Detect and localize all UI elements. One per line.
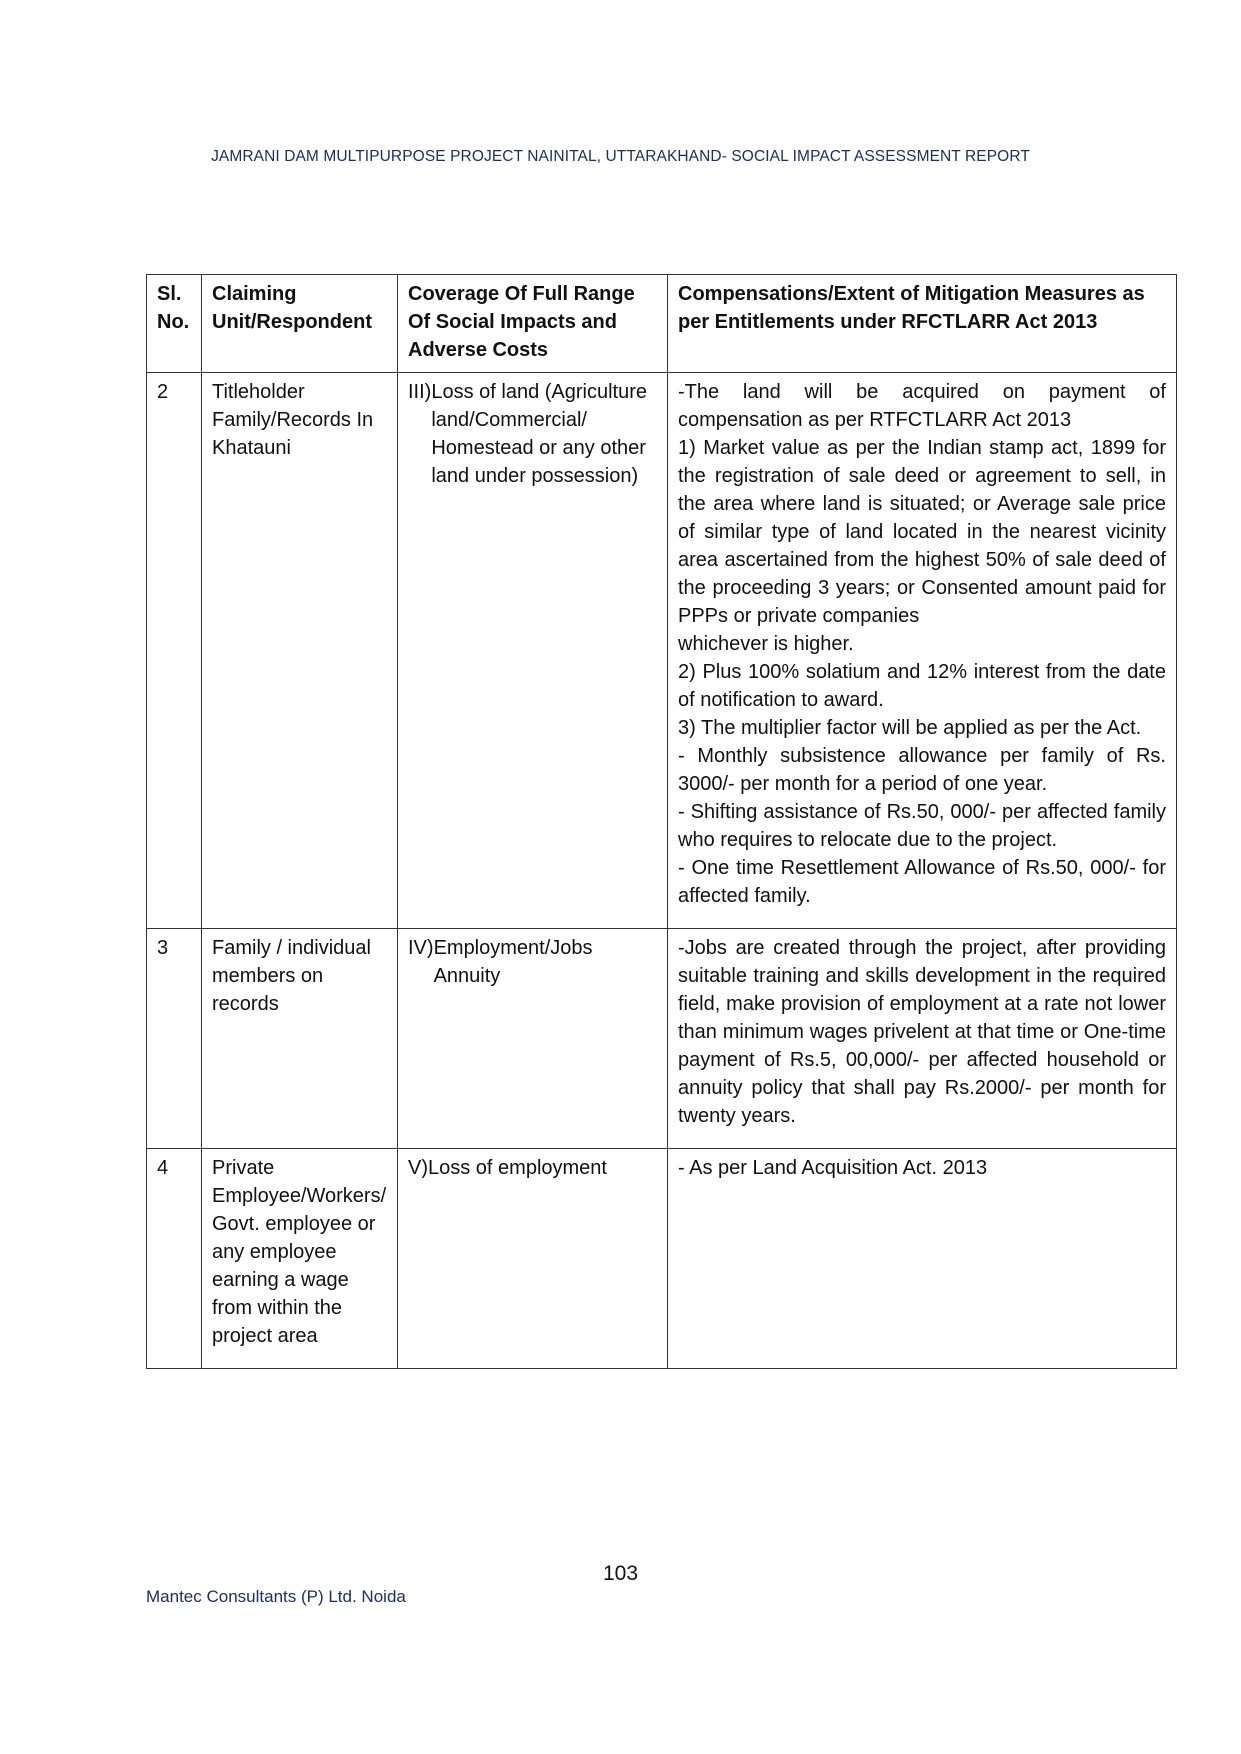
column-header-sl-no: Sl. No. [147, 275, 202, 373]
column-header-coverage: Coverage Of Full Range Of Social Impacts and Adverse Costs [398, 275, 668, 373]
compensation-cell [668, 929, 1177, 1149]
impact-numeral: V) [408, 1157, 428, 1179]
claiming-unit-cell: Private Employee/Workers/ Govt. employee or any employee earning a wage from within the project area [202, 1149, 398, 1369]
running-header: JAMRANI DAM MULTIPURPOSE PROJECT NAINITAL, UTTARAKHAND- SOCIAL IMPACT ASSESSMENT REPORT [211, 148, 1030, 165]
table-row [147, 929, 1177, 1149]
compensation-line: 1) Market value as per the Indian stamp act, 1899 for the registration of sale deed or agreement to sell, in the area where land is situated; or Average sale price of similar type of land located in the nearest vicinity area ascertained from the highest 50% of sale deed of the proceeding 3 years; or Consented amount paid for PPPs or private companies [678, 437, 1166, 627]
column-header-claiming-unit: Claiming Unit/Respondent [202, 275, 398, 373]
impact-numeral: IV) [408, 937, 434, 959]
coverage-cell [398, 929, 668, 1149]
column-header-compensations: Compensations/Extent of Mitigation Measures as per Entitlements under RFCTLARR Act 2013 [668, 275, 1177, 373]
compensation-line: - As per Land Acquisition Act. 2013 [678, 1157, 988, 1179]
compensation-line: whichever is higher. [678, 633, 854, 655]
compensation-line: - Monthly subsistence allowance per family of Rs. 3000/- per month for a period of one year. [678, 745, 1166, 795]
sl-no-cell: 3 [147, 929, 202, 1149]
page-number: 103 [602, 1562, 639, 1585]
compensation-line: 3) The multiplier factor will be applied as per the Act. [678, 717, 1142, 739]
compensation-line: - Shifting assistance of Rs.50, 000/- per affected family who requires to relocate due to the project. [678, 801, 1166, 851]
claiming-unit-cell: Family / individual members on records [202, 929, 398, 1149]
footer-company: Mantec Consultants (P) Ltd. Noida [146, 1587, 406, 1606]
coverage-cell [398, 373, 668, 929]
impact-text: Loss of employment [428, 1157, 607, 1179]
table-row [147, 373, 1177, 929]
table-row [147, 1149, 1177, 1369]
sl-no-cell: 2 [147, 373, 202, 929]
impact-text: Employment/Jobs Annuity [433, 937, 593, 987]
compensation-line: -The land will be acquired on payment of compensation as per RTFCTLARR Act 2013 [678, 381, 1166, 431]
table-header-row [147, 275, 1177, 373]
compensation-cell [668, 373, 1177, 929]
entitlements-table [146, 274, 1177, 1369]
impact-numeral: III) [408, 381, 432, 403]
compensation-line: 2) Plus 100% solatium and 12% interest from the date of notification to award. [678, 661, 1166, 711]
compensation-cell [668, 1149, 1177, 1369]
impact-text: Loss of land (Agriculture land/Commercial/ Homestead or any other land under possession) [431, 381, 648, 487]
claiming-unit-cell: Titleholder Family/Records In Khatauni [202, 373, 398, 929]
sl-no-cell: 4 [147, 1149, 202, 1369]
compensation-line: - One time Resettlement Allowance of Rs.50, 000/- for affected family. [678, 857, 1166, 907]
compensation-line: -Jobs are created through the project, after providing suitable training and skills development in the required field, make provision of employment at a rate not lower than minimum wages privelent at that time or One-time payment of Rs.5, 00,000/- per affected household or annuity policy that shall pay Rs.2000/- per month for twenty years. [678, 937, 1166, 1127]
coverage-cell [398, 1149, 668, 1369]
